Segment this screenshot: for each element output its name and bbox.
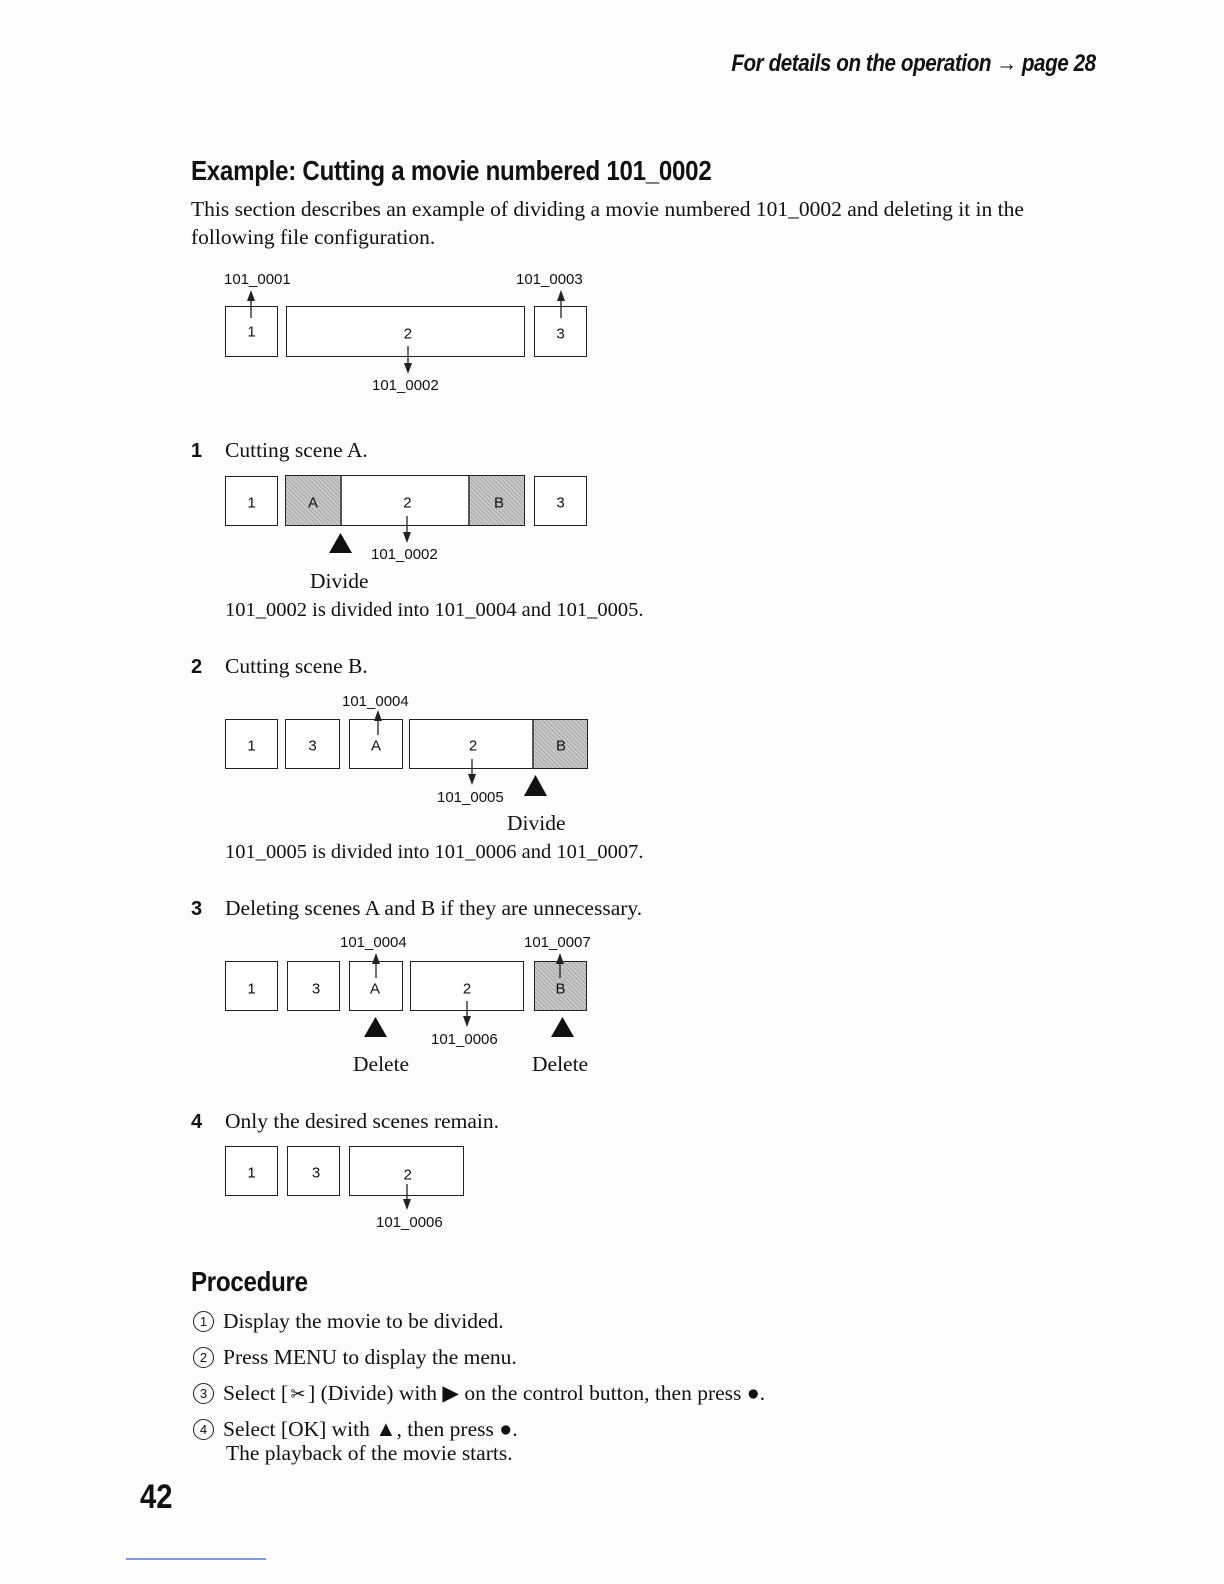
step-number: 3 bbox=[191, 898, 203, 920]
procedure-subtext: The playback of the movie starts. bbox=[226, 1441, 513, 1465]
clip-box-2 bbox=[286, 306, 525, 357]
label-file-101-0006: 101_0006 bbox=[431, 1031, 498, 1048]
clip-label: 3 bbox=[308, 737, 317, 755]
step-text: Deleting scenes A and B if they are unnecessary. bbox=[225, 896, 643, 920]
clip-label: 1 bbox=[247, 980, 256, 998]
clip-box-3 bbox=[285, 719, 340, 769]
clip-box-3 bbox=[287, 1146, 340, 1196]
clip-box-3 bbox=[287, 961, 340, 1011]
clip-label: 3 bbox=[311, 1164, 321, 1182]
clip-box-1 bbox=[225, 1146, 278, 1196]
action-divide: Divide bbox=[507, 811, 566, 835]
label-file-101-0005: 101_0005 bbox=[437, 789, 504, 806]
clip-box-1 bbox=[225, 719, 278, 769]
clip-box-2 bbox=[349, 1146, 464, 1196]
procedure-text: ] (Divide) with ▶ on the control button, then press ●. bbox=[308, 1381, 766, 1405]
label-file-101-0006: 101_0006 bbox=[376, 1214, 443, 1231]
procedure-title: Procedure bbox=[191, 1266, 308, 1297]
arrowhead-icon bbox=[404, 363, 412, 374]
clip-label: 2 bbox=[403, 325, 413, 343]
divide-marker-icon bbox=[524, 775, 547, 796]
divider bbox=[340, 476, 342, 525]
label-file-101-0003: 101_0003 bbox=[516, 271, 583, 288]
circled-number: 1 bbox=[193, 1311, 214, 1332]
procedure-text: Select [OK] with ▲, then press ●. bbox=[223, 1417, 518, 1441]
clip-label: 1 bbox=[247, 737, 256, 755]
clip-label: 1 bbox=[247, 1164, 256, 1182]
clip-label: 1 bbox=[247, 494, 256, 512]
arrowhead-icon bbox=[557, 290, 565, 301]
procedure-item-2 bbox=[193, 1343, 517, 1371]
step-note: 101_0005 is divided into 101_0006 and 101_0007. bbox=[225, 841, 644, 863]
procedure-item-4 bbox=[193, 1415, 518, 1467]
clip-label: 2 bbox=[468, 737, 478, 755]
circled-number: 2 bbox=[193, 1347, 214, 1368]
scene-b-label: B bbox=[493, 494, 505, 512]
clip-label: 1 bbox=[247, 323, 256, 340]
arrowhead-icon bbox=[468, 774, 476, 785]
step-number: 2 bbox=[191, 656, 203, 678]
label-file-101-0001: 101_0001 bbox=[224, 271, 291, 288]
step-note: 101_0002 is divided into 101_0004 and 101_0005. bbox=[225, 599, 644, 621]
procedure-text: Press MENU to display the menu. bbox=[223, 1345, 517, 1369]
clip-label: 2 bbox=[403, 1166, 412, 1184]
clip-label: 2 bbox=[462, 980, 472, 998]
clip-box-2 bbox=[285, 475, 525, 526]
clip-label: A bbox=[370, 737, 382, 755]
clip-label: 3 bbox=[556, 325, 565, 343]
delete-marker-icon bbox=[364, 1017, 387, 1037]
section-title: Example: Cutting a movie numbered 101_0002 bbox=[191, 155, 712, 186]
arrowhead-icon bbox=[463, 1016, 471, 1027]
label-file-101-0002: 101_0002 bbox=[372, 377, 439, 394]
divide-marker-icon bbox=[329, 533, 352, 553]
label-file-101-0004: 101_0004 bbox=[340, 934, 407, 951]
clip-box-1 bbox=[225, 306, 278, 357]
divider bbox=[532, 720, 534, 768]
clip-box-a bbox=[349, 961, 403, 1011]
action-divide: Divide bbox=[310, 569, 369, 593]
clip-label: 2 bbox=[403, 494, 412, 512]
page-number: 42 bbox=[140, 1478, 173, 1516]
label-file-101-0007: 101_0007 bbox=[524, 934, 591, 951]
step-text: Cutting scene A. bbox=[225, 438, 368, 462]
clip-box-1 bbox=[225, 476, 278, 526]
clip-box-2 bbox=[409, 719, 588, 769]
procedure-text: Display the movie to be divided. bbox=[223, 1309, 504, 1333]
clip-label: A bbox=[369, 980, 380, 998]
step-text: Cutting scene B. bbox=[225, 654, 368, 678]
clip-box-2 bbox=[410, 961, 524, 1011]
circled-number: 4 bbox=[193, 1419, 214, 1440]
clip-box-a bbox=[349, 719, 403, 769]
clip-box-1 bbox=[225, 961, 278, 1011]
step-number: 1 bbox=[191, 440, 203, 462]
clip-box-3 bbox=[534, 476, 587, 526]
arrowhead-icon bbox=[403, 532, 411, 543]
arrowhead-icon bbox=[403, 1199, 411, 1210]
clip-box-3 bbox=[534, 306, 587, 357]
procedure-item-1 bbox=[193, 1307, 504, 1335]
step-number: 4 bbox=[191, 1111, 203, 1133]
circled-number: 3 bbox=[193, 1383, 214, 1404]
procedure-item-3 bbox=[193, 1379, 765, 1409]
clip-label: 3 bbox=[311, 980, 321, 998]
clip-box-b bbox=[534, 961, 587, 1011]
action-delete-a: Delete bbox=[353, 1052, 410, 1076]
page-header: For details on the operation → page 28 bbox=[731, 50, 1096, 77]
scissors-icon: ✂ bbox=[290, 1384, 306, 1405]
procedure-text: Select [ bbox=[223, 1381, 289, 1405]
intro-text: This section describes an example of dividing a movie numbered 101_0002 and deleting it in the following file configuration. bbox=[191, 197, 1024, 249]
clip-label: B bbox=[555, 980, 566, 998]
clip-label: 3 bbox=[556, 494, 565, 512]
label-file-101-0002: 101_0002 bbox=[371, 546, 438, 563]
scene-a-label: A bbox=[307, 494, 319, 512]
delete-marker-icon bbox=[551, 1017, 574, 1037]
action-delete-b: Delete bbox=[532, 1052, 589, 1076]
scene-b-label: B bbox=[555, 737, 567, 755]
step-text: Only the desired scenes remain. bbox=[225, 1109, 500, 1133]
arrowhead-icon bbox=[247, 290, 255, 301]
divider bbox=[468, 476, 470, 525]
label-file-101-0004: 101_0004 bbox=[342, 693, 409, 710]
